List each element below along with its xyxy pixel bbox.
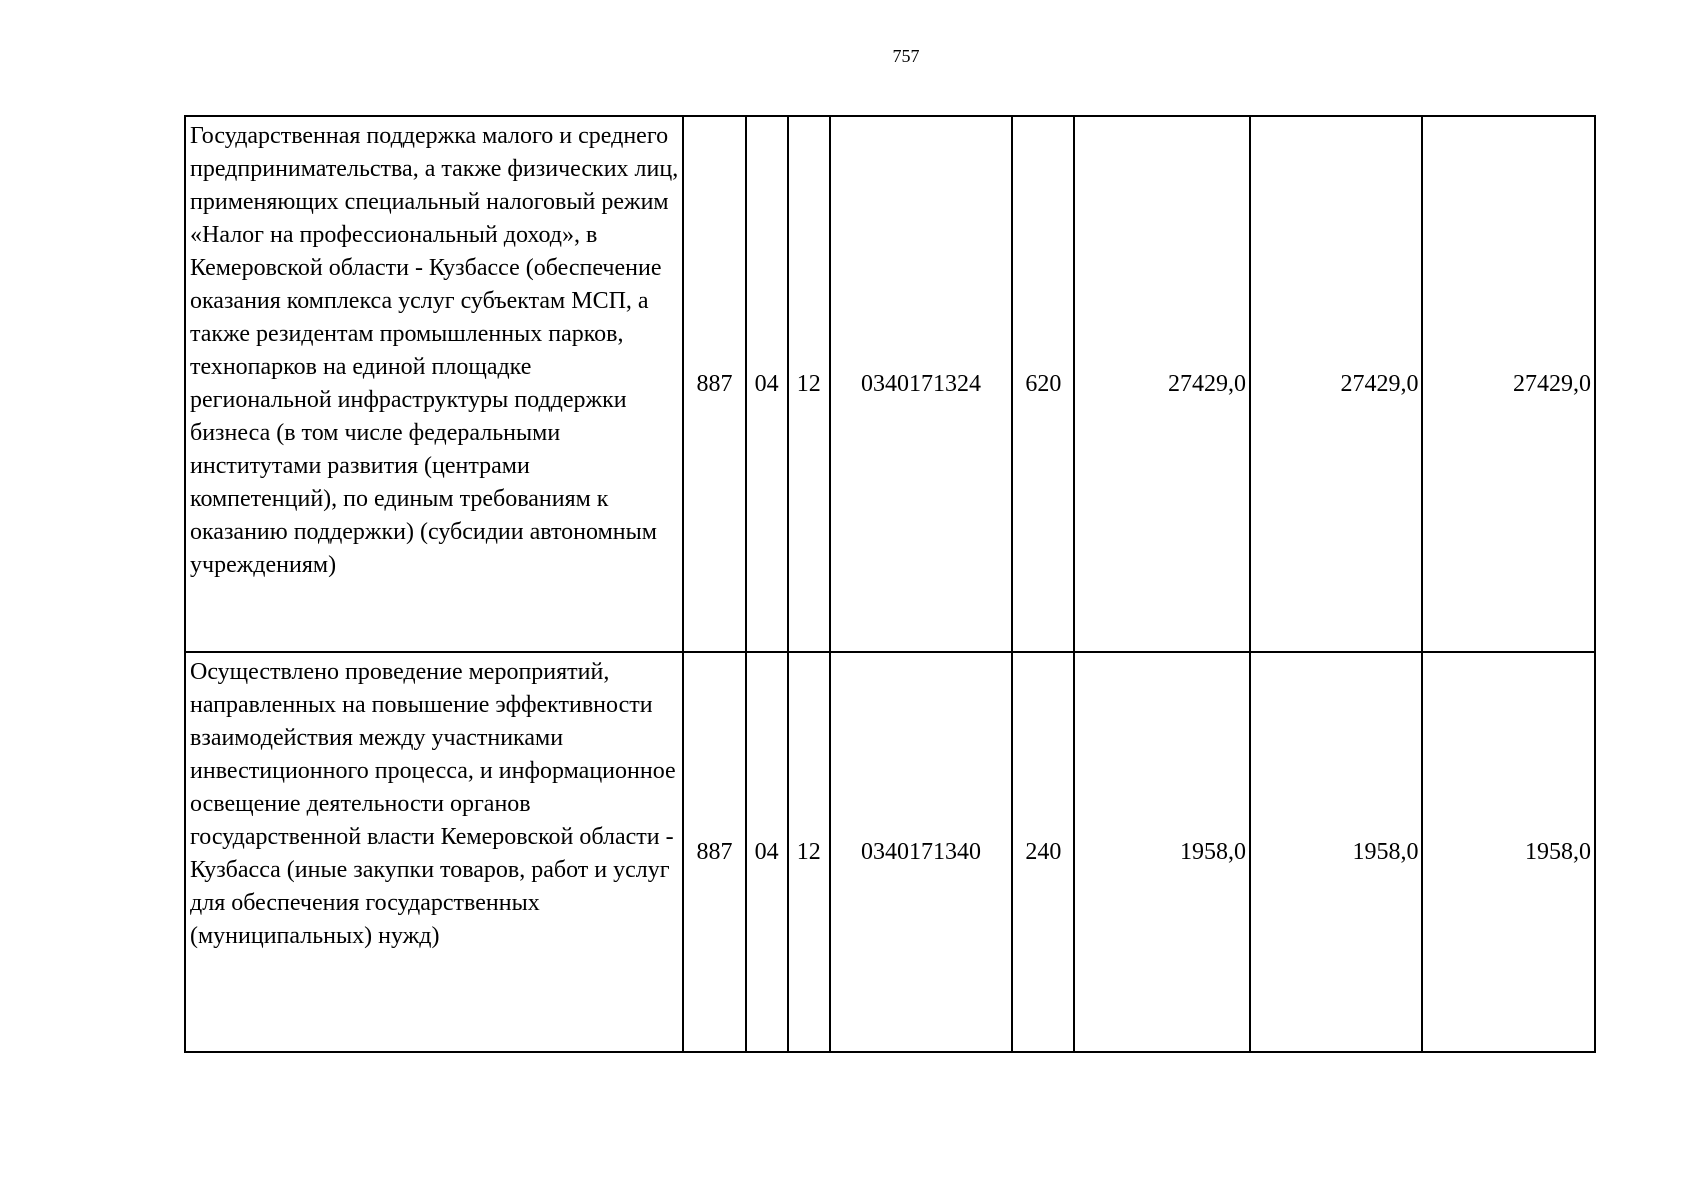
subsection-code: 12	[788, 652, 830, 1052]
amount-3: 1958,0	[1422, 652, 1595, 1052]
ministry-code: 887	[683, 652, 745, 1052]
amount-1: 1958,0	[1074, 652, 1249, 1052]
row-description: Государственная поддержка малого и среднего предпринимательства, а также физических лиц, применяющих специальный налоговый режим «Налог на профессиональный доход», в Кемеровской области - Кузбассе (обеспечение оказания комплекса услуг субъектам МСП, а также резидентам промышленных парков, технопарков на единой площадке региональной инфраструктуры поддержки бизнеса (в том числе федеральными институтами развития (центрами компетенций), по единым требованиям к оказанию поддержки) (субсидии автономным учреждениям)	[185, 116, 683, 652]
amount-2: 27429,0	[1250, 116, 1422, 652]
amount-2: 1958,0	[1250, 652, 1422, 1052]
table-row	[185, 116, 1595, 652]
table-row	[185, 652, 1595, 1052]
budget-table	[184, 115, 1596, 1053]
amount-1: 27429,0	[1074, 116, 1249, 652]
amount-3: 27429,0	[1422, 116, 1595, 652]
expense-type-code: 620	[1012, 116, 1074, 652]
target-article-code: 0340171324	[830, 116, 1013, 652]
ministry-code: 887	[683, 116, 745, 652]
page-number: 757	[892, 46, 920, 66]
row-description: Осуществлено проведение мероприятий, направленных на повышение эффективности взаимодействия между участниками инвестиционного процесса, и информационное освещение деятельности органов государственной власти Кемеровской области - Кузбасса (иные закупки товаров, работ и услуг для обеспечения государственных (муниципальных) нужд)	[185, 652, 683, 1052]
target-article-code: 0340171340	[830, 652, 1013, 1052]
expense-type-code: 240	[1012, 652, 1074, 1052]
section-code: 04	[746, 116, 788, 652]
section-code: 04	[746, 652, 788, 1052]
subsection-code: 12	[788, 116, 830, 652]
